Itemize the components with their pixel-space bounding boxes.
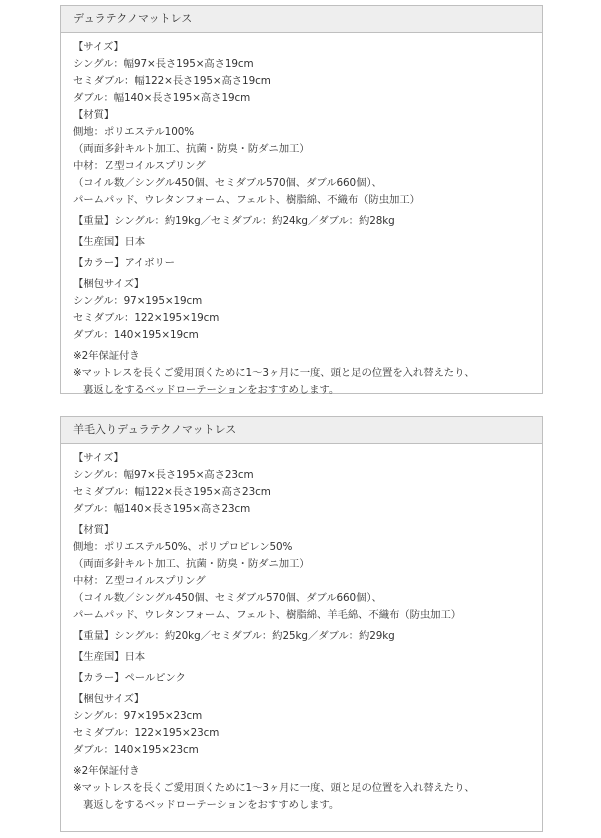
size-semi-double: セミダブル：幅122×長さ195×高さ19cm <box>73 75 271 87</box>
package-single: シングル：97×195×19cm <box>73 295 203 307</box>
material-line: 側地：ポリエステル100% <box>73 126 194 138</box>
rotation-note-continued: 裏返しをするベッドローテーションをおすすめします。 <box>83 384 340 396</box>
spec-list <box>61 444 542 814</box>
size-semi-double: セミダブル：幅122×長さ195×高さ23cm <box>73 486 271 498</box>
spec-list <box>61 33 542 399</box>
package-single: シングル：97×195×23cm <box>73 710 203 722</box>
package-heading: 【梱包サイズ】 <box>73 693 145 705</box>
product-spec-panel-2 <box>60 416 543 832</box>
size-double: ダブル：幅140×長さ195×高さ23cm <box>73 503 251 515</box>
color-line: 【カラー】アイボリー <box>73 257 175 269</box>
panel-title: デュラテクノマットレス <box>61 6 542 33</box>
material-line: パームパッド、ウレタンフォーム、フェルト、樹脂綿、不織布（防虫加工） <box>73 194 420 206</box>
material-line: （コイル数／シングル450個、セミダブル570個、ダブル660個）、 <box>73 177 382 189</box>
material-line: （両面多針キルト加工、抗菌・防臭・防ダニ加工） <box>73 558 310 570</box>
rotation-note: ※マットレスを長くご愛用頂くために1～3ヶ月に一度、頭と足の位置を入れ替えたり、 <box>73 782 475 794</box>
rotation-note: ※マットレスを長くご愛用頂くために1～3ヶ月に一度、頭と足の位置を入れ替えたり、 <box>73 367 475 379</box>
size-heading: 【サイズ】 <box>73 41 124 53</box>
product-spec-panel-1 <box>60 5 543 394</box>
origin-line: 【生産国】日本 <box>73 651 146 663</box>
material-line: 中材：Ｚ型コイルスプリング <box>73 160 206 172</box>
package-double: ダブル：140×195×19cm <box>73 329 199 341</box>
rotation-note-continued: 裏返しをするベッドローテーションをおすすめします。 <box>83 799 340 811</box>
material-line: 中材：Ｚ型コイルスプリング <box>73 575 206 587</box>
material-heading: 【材質】 <box>73 109 115 121</box>
material-line: パームパッド、ウレタンフォーム、フェルト、樹脂綿、羊毛綿、不織布（防虫加工） <box>73 609 462 621</box>
material-line: （両面多針キルト加工、抗菌・防臭・防ダニ加工） <box>73 143 310 155</box>
package-double: ダブル：140×195×23cm <box>73 744 199 756</box>
material-line: （コイル数／シングル450個、セミダブル570個、ダブル660個）、 <box>73 592 382 604</box>
package-semi-double: セミダブル：122×195×23cm <box>73 727 220 739</box>
weight-line: 【重量】シングル：約19kg／セミダブル：約24kg／ダブル：約28kg <box>73 215 395 227</box>
warranty-line: ※2年保証付き <box>73 765 140 777</box>
panel-title: 羊毛入りデュラテクノマットレス <box>61 417 542 444</box>
size-double: ダブル：幅140×長さ195×高さ19cm <box>73 92 251 104</box>
package-heading: 【梱包サイズ】 <box>73 278 145 290</box>
origin-line: 【生産国】日本 <box>73 236 146 248</box>
material-line: 側地：ポリエステル50%、ポリプロピレン50% <box>73 541 293 553</box>
package-semi-double: セミダブル：122×195×19cm <box>73 312 220 324</box>
color-line: 【カラー】ペールピンク <box>73 672 186 684</box>
size-single: シングル：幅97×長さ195×高さ19cm <box>73 58 254 70</box>
material-heading: 【材質】 <box>73 524 115 536</box>
warranty-line: ※2年保証付き <box>73 350 140 362</box>
size-single: シングル：幅97×長さ195×高さ23cm <box>73 469 254 481</box>
size-heading: 【サイズ】 <box>73 452 124 464</box>
weight-line: 【重量】シングル：約20kg／セミダブル：約25kg／ダブル：約29kg <box>73 630 395 642</box>
